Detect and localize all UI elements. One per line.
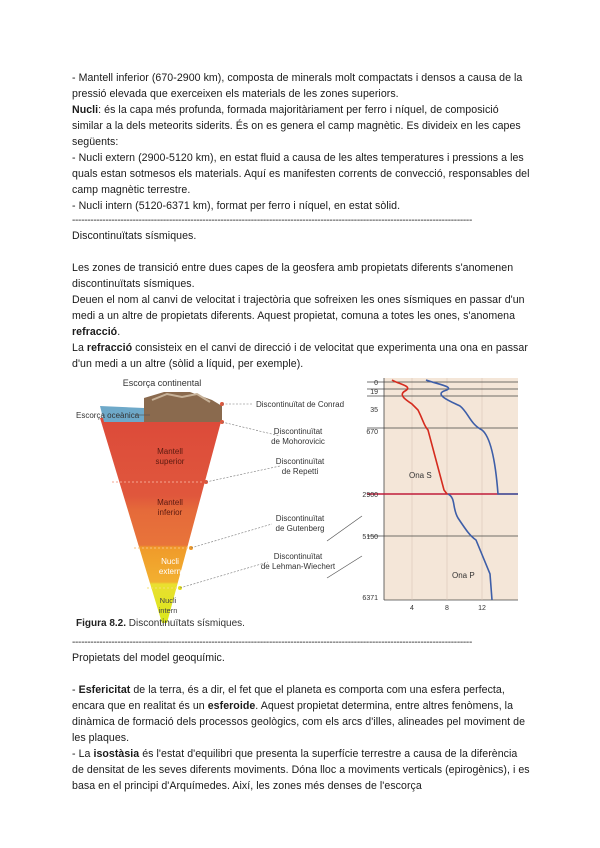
figure-caption-text: Discontinuïtats sísmiques. [126, 618, 245, 629]
label-mantell-superior-2: superior [155, 457, 185, 466]
paragraph-esfericitat [72, 682, 532, 746]
text-span: La [72, 342, 87, 354]
velocity-tick: 8 [445, 605, 449, 612]
label-mantell-superior-1: Mantell [157, 447, 183, 456]
depth-tick: 35 [370, 407, 378, 414]
term-nucli: Nucli [72, 104, 99, 116]
label-nucli-extern-1: Nucli [161, 557, 179, 566]
term-refraccio: refracció [72, 326, 118, 338]
label-gutenberg-1: Discontinuïtat [275, 514, 325, 523]
label-moho-1: Discontinuïtat [273, 427, 323, 436]
heading-model-geoquimic: Propietats del model geoquímic. [72, 652, 225, 664]
label-escorca-continental: Escorça continental [122, 378, 202, 388]
label-nucli-intern-1: Nucli [159, 596, 177, 605]
label-gutenberg-2: de Gutenberg [275, 524, 325, 533]
label-lehman-2: de Lehman-Wiechert [260, 562, 336, 571]
text-span: és l'estat d'equilibri que presenta la superfície terrestre a causa de la diferència de densitat de les seves diferents moviments. Dóna lloc a moviments verticals (epirogènics), i es basa en el principi d'Arquímedes. Així, les zones més denses de l'escorça [72, 748, 530, 792]
term-esfericitat: Esfericitat [78, 684, 131, 696]
figure-caption-label: Figura 8.2. [76, 618, 127, 629]
depth-tick: 6371 [362, 595, 378, 602]
label-ona-s: Ona S [409, 471, 432, 480]
paragraph-nucli-extern: - Nucli extern (2900-5120 km), en estat fluid a causa de les altes temperatures i pressions a les quals estan sotmesos els materials. Aquí es manifesten corrents de convecció, responsables del camp magnètic terrestre. [72, 152, 530, 196]
text-span: . Aquest propietat determina, entre altres fenòmens, la dinàmica de formació dels processos geològics, com els arcs d'illes, alineades pel moviment de les plaques. [72, 700, 526, 744]
figure-caption [76, 618, 245, 629]
paragraph-refraccio-nom [72, 292, 532, 340]
velocity-tick: 4 [410, 605, 414, 612]
depth-tick: 2900 [362, 492, 378, 499]
label-lehman-1: Discontinuïtat [273, 552, 323, 561]
separator-line-2: ------------------------------------------------------------------------------------------------------------------------------------ [72, 637, 472, 648]
separator-line: ------------------------------------------------------------------------------------------------------------------------------------ [72, 215, 472, 226]
figure-discontinuitats [72, 378, 532, 636]
label-moho-2: de Mohorovicic [271, 437, 325, 446]
paragraph-refraccio-def [72, 340, 532, 372]
text-span: consisteix en el canvi de direcció i de velocitat que experimenta una ona en passar d'un medi a un altre (sòlid a líquid, per exemple). [72, 342, 528, 370]
label-nucli-intern-2: intern [158, 606, 178, 615]
label-ona-p: Ona P [452, 571, 475, 580]
label-escorca-oceanica: Escorça oceànica [76, 411, 140, 420]
paragraph-isostasia [72, 746, 532, 794]
heading-discontinuitats: Discontinuïtats sísmiques. [72, 230, 197, 242]
text-span: . [117, 326, 121, 338]
label-mantell-inferior-2: inferior [157, 508, 183, 517]
label-mantell-inferior-1: Mantell [157, 498, 183, 507]
term-refraccio-2: refracció [86, 342, 133, 354]
label-conrad: Discontinuïtat de Conrad [256, 400, 345, 409]
paragraph-nucli-intern: - Nucli intern (5120-6371 km), format per ferro i níquel, en estat sòlid. [72, 200, 401, 212]
term-esferoide: esferoide [207, 700, 256, 712]
paragraph-mantell-inferior: - Mantell inferior (670-2900 km), composta de minerals molt compactats i densos a causa de la pressió elevada que exerceixen els materials de les zones superiors. [72, 72, 523, 100]
figure-illustration [72, 378, 532, 636]
term-isostasia: isostàsia [93, 748, 140, 760]
label-repetti-2: de Repetti [281, 467, 319, 476]
depth-tick: 19 [370, 389, 378, 396]
velocity-tick: 12 [478, 605, 486, 612]
paragraph-nucli [72, 102, 532, 150]
text-span: - [72, 684, 79, 696]
document-page [72, 70, 532, 794]
text-span: - La [72, 748, 94, 760]
label-nucli-extern-2: extern [158, 567, 182, 576]
depth-tick: 0 [374, 380, 378, 387]
text-span: de la terra, és a dir, el fet que el planeta es comporta com una esfera perfecta, encara que en realitat és un [72, 684, 505, 712]
depth-tick: 5150 [362, 534, 378, 541]
text-span: Deuen el nom al canvi de velocitat i trajectòria que sofreixen les ones sísmiques en passar d'un medi a un altre de propietats diferents. Aquest propietat, comuna a totes les ones, s'anomena [72, 294, 525, 322]
paragraph-nucli-text: : és la capa més profunda, formada majoritàriament per ferro i níquel, de composició similar a la dels meteorits siderits. És on es genera el camp magnètic. Es divideix en les capes següents: [72, 104, 521, 148]
paragraph-zones-transicio: Les zones de transició entre dues capes de la geosfera amb propietats diferents s'anomenen discontinuïtats sísmiques. [72, 262, 514, 290]
depth-tick: 670 [366, 429, 378, 436]
label-repetti-1: Discontinuïtat [275, 457, 325, 466]
